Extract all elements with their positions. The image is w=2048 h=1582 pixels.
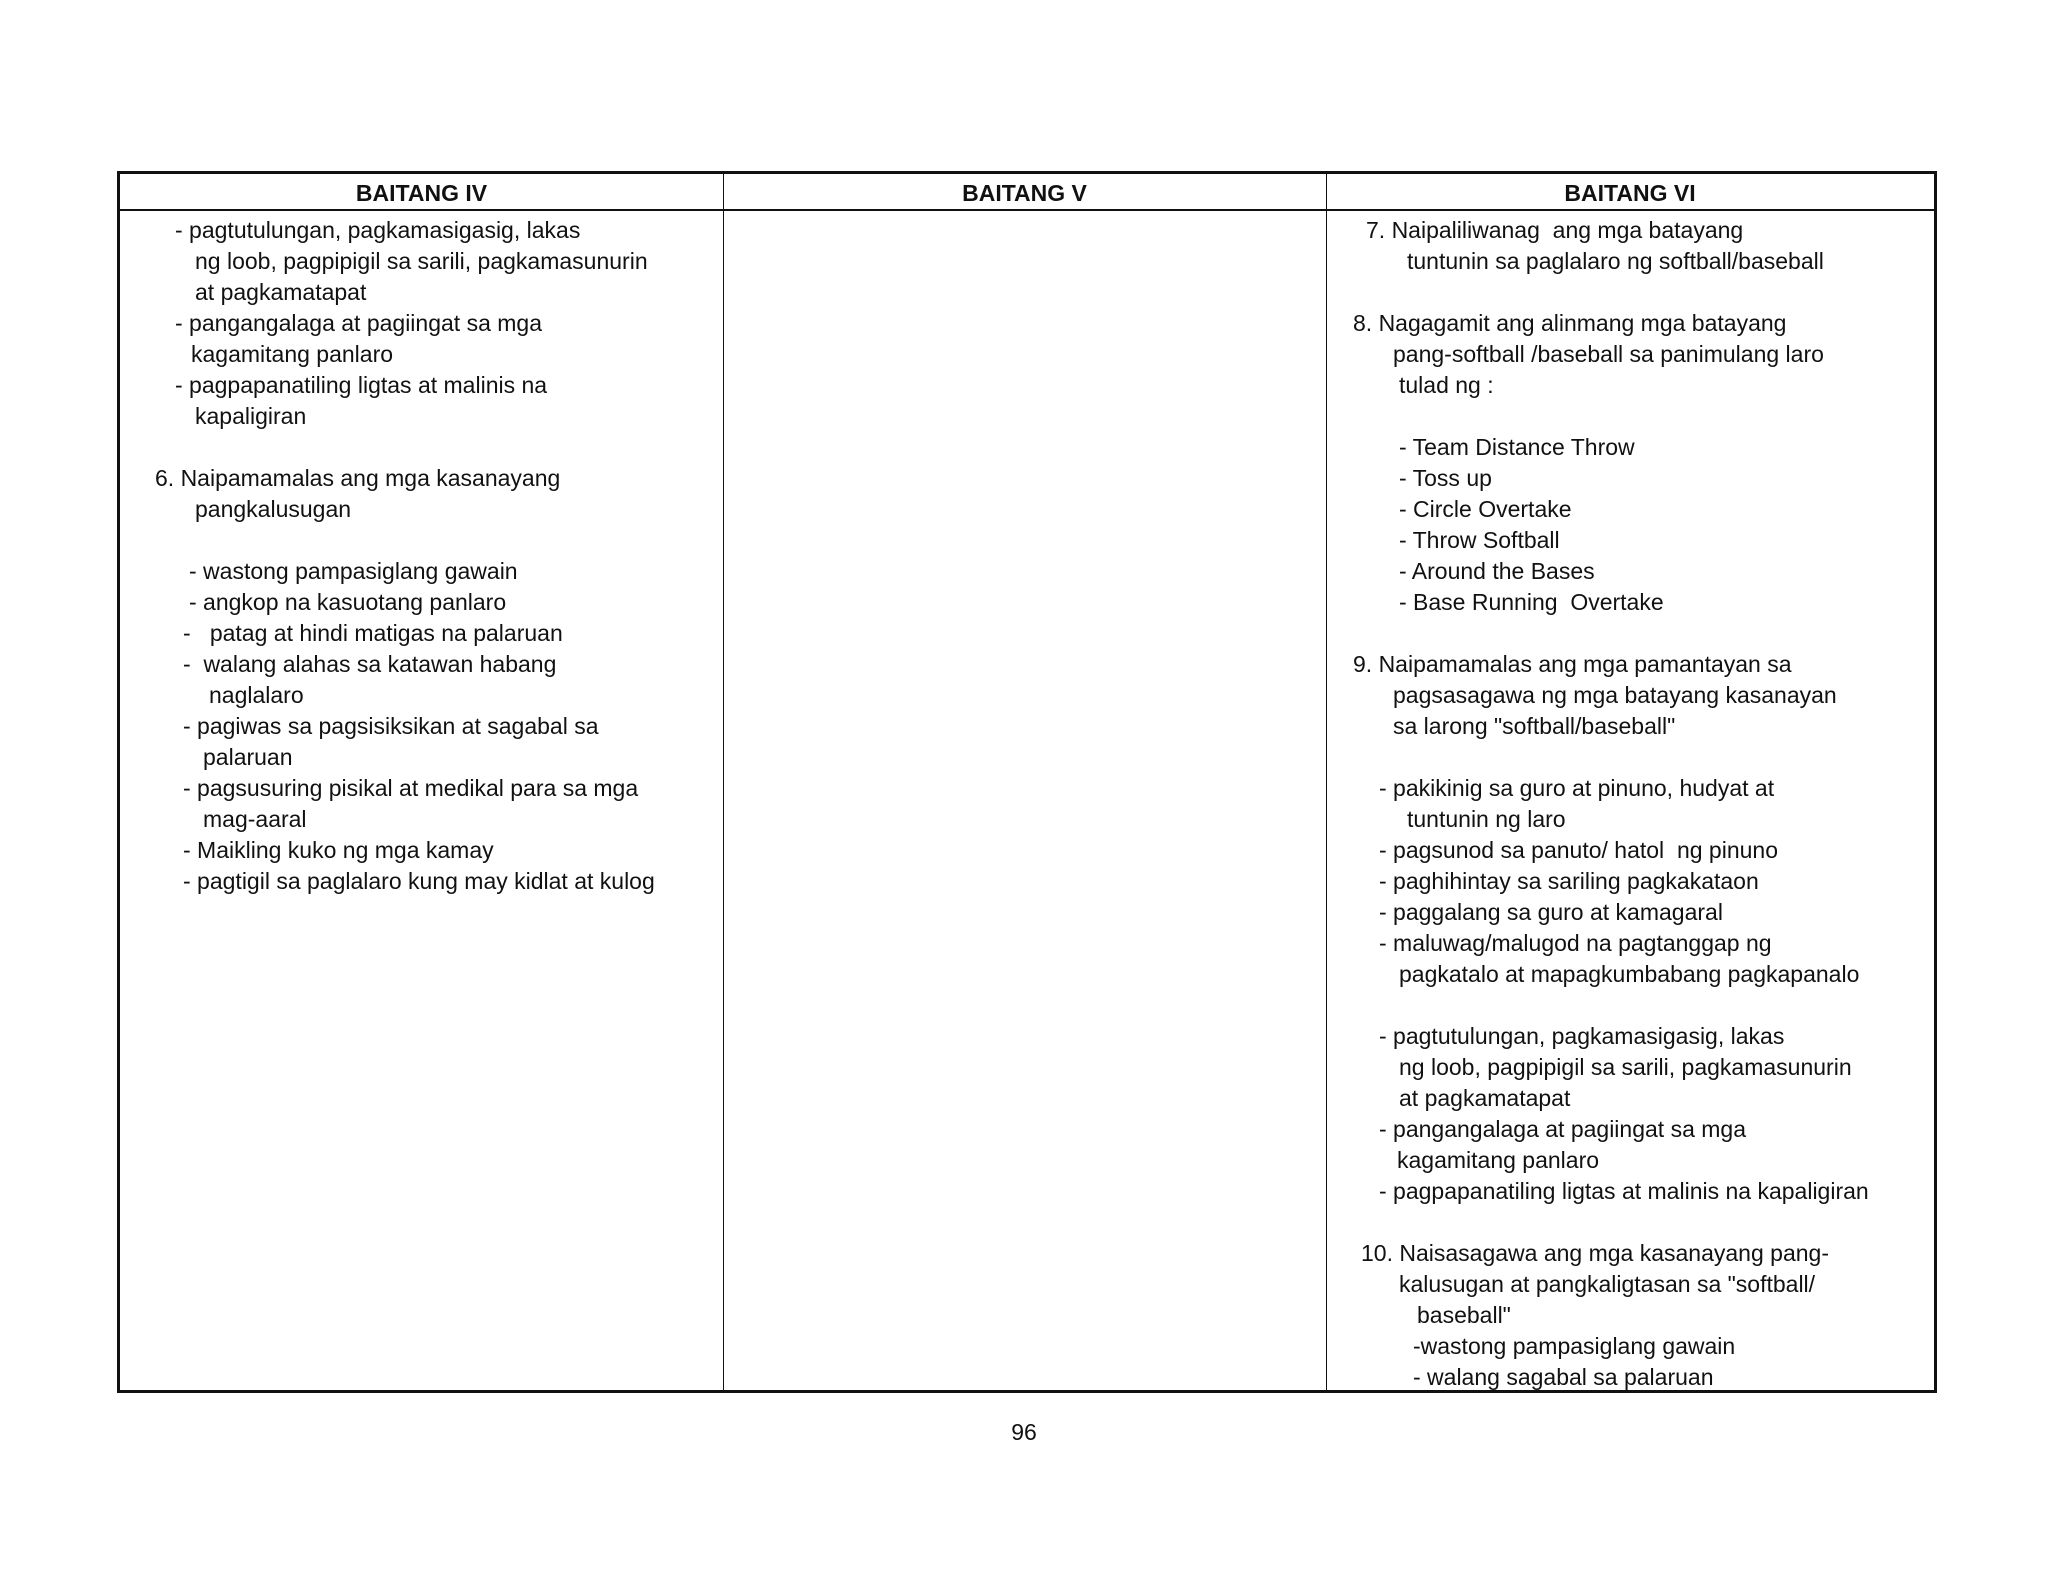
col-vi-line: pagkatalo at mapagkumbabang pagkapanalo xyxy=(1399,961,1860,987)
col-iv-line: - walang alahas sa katawan habang xyxy=(183,651,557,677)
col-vi-line: 7. Naipaliliwanag ang mga batayang xyxy=(1366,217,1744,243)
header-baitang-iv: BAITANG IV xyxy=(355,180,488,206)
col-iv-line: 6. Naipamamalas ang mga kasanayang xyxy=(155,465,561,491)
col-vi-line: baseball" xyxy=(1417,1302,1511,1328)
table-header-row xyxy=(120,174,1934,211)
col-vi-line: - pagsunod sa panuto/ hatol ng pinuno xyxy=(1379,837,1778,863)
col-iv-line: mag-aaral xyxy=(203,806,307,832)
col-iv-line: - patag at hindi matigas na palaruan xyxy=(183,620,563,646)
col-vi-line: - Around the Bases xyxy=(1399,558,1595,584)
col-vi-line: sa larong "softball/baseball" xyxy=(1393,713,1676,739)
col-vi-line: tuntunin sa paglalaro ng softball/baseball xyxy=(1407,248,1824,274)
col-iv-line: pangkalusugan xyxy=(195,496,352,522)
col-vi-line: - pakikinig sa guro at pinuno, hudyat at xyxy=(1379,775,1775,801)
col-iv-line: - pangangalaga at pagiingat sa mga xyxy=(175,310,543,336)
col-iv-line: - pagtigil sa paglalaro kung may kidlat at kulog xyxy=(183,868,655,894)
col-vi-line: ng loob, pagpipigil sa sarili, pagkamasunurin xyxy=(1399,1054,1852,1080)
col-vi-line: - maluwag/malugod na pagtanggap ng xyxy=(1379,930,1772,956)
col-iv-line: at pagkamatapat xyxy=(195,279,367,305)
col-vi-line: - Toss up xyxy=(1399,465,1492,491)
col-vi-line: -wastong pampasiglang gawain xyxy=(1413,1333,1736,1359)
col-vi-line: - Team Distance Throw xyxy=(1399,434,1635,460)
col-iv-line: palaruan xyxy=(203,744,293,770)
col-vi-line: - paggalang sa guro at kamagaral xyxy=(1379,899,1723,925)
col-vi-line: - paghihintay sa sariling pagkakataon xyxy=(1379,868,1759,894)
col-vi-line: - pagpapanatiling ligtas at malinis na kapaligiran xyxy=(1379,1178,1869,1204)
col-vi-line: pang-softball /baseball sa panimulang laro xyxy=(1393,341,1824,367)
col-iv-line: - pagtutulungan, pagkamasigasig, lakas xyxy=(175,217,581,243)
col-vi-line: - Circle Overtake xyxy=(1399,496,1572,522)
col-vi-line: kagamitang panlaro xyxy=(1397,1147,1600,1173)
col-iv-line: kagamitang panlaro xyxy=(191,341,394,367)
col-vi-line: - Base Running Overtake xyxy=(1399,589,1664,615)
col-vi-line: 10. Naisasagawa ang mga kasanayang pang- xyxy=(1361,1240,1829,1266)
col-vi-line: 8. Nagagamit ang alinmang mga batayang xyxy=(1353,310,1787,336)
col-iv-line: naglalaro xyxy=(209,682,304,708)
col-vi-line: - Throw Softball xyxy=(1399,527,1560,553)
col-iv-line: - pagiwas sa pagsisiksikan at sagabal sa xyxy=(183,713,599,739)
col-iv-line: - wastong pampasiglang gawain xyxy=(189,558,518,584)
col-iv-line: kapaligiran xyxy=(195,403,307,429)
col-vi-line: pagsasagawa ng mga batayang kasanayan xyxy=(1393,682,1837,708)
col-vi-line: tuntunin ng laro xyxy=(1407,806,1566,832)
header-baitang-vi: BAITANG VI xyxy=(1564,180,1696,206)
header-baitang-v: BAITANG V xyxy=(962,180,1087,206)
curriculum-table xyxy=(117,171,1937,1393)
col-vi-line: at pagkamatapat xyxy=(1399,1085,1571,1111)
column-baitang-v xyxy=(723,174,1327,1390)
page-number: 96 xyxy=(1011,1419,1037,1445)
col-iv-line: - angkop na kasuotang panlaro xyxy=(189,589,507,615)
col-vi-line: - walang sagabal sa palaruan xyxy=(1413,1364,1714,1390)
col-iv-line: - pagpapanatiling ligtas at malinis na xyxy=(175,372,548,398)
col-iv-line: - pagsusuring pisikal at medikal para sa mga xyxy=(183,775,639,801)
col-iv-line: - Maikling kuko ng mga kamay xyxy=(183,837,494,863)
col-vi-line: - pagtutulungan, pagkamasigasig, lakas xyxy=(1379,1023,1785,1049)
col-vi-line: 9. Naipamamalas ang mga pamantayan sa xyxy=(1353,651,1792,677)
col-vi-line: - pangangalaga at pagiingat sa mga xyxy=(1379,1116,1747,1142)
col-vi-line: kalusugan at pangkaligtasan sa "softball/ xyxy=(1399,1271,1816,1297)
col-iv-line: ng loob, pagpipigil sa sarili, pagkamasunurin xyxy=(195,248,648,274)
col-vi-line: tulad ng : xyxy=(1399,372,1494,398)
